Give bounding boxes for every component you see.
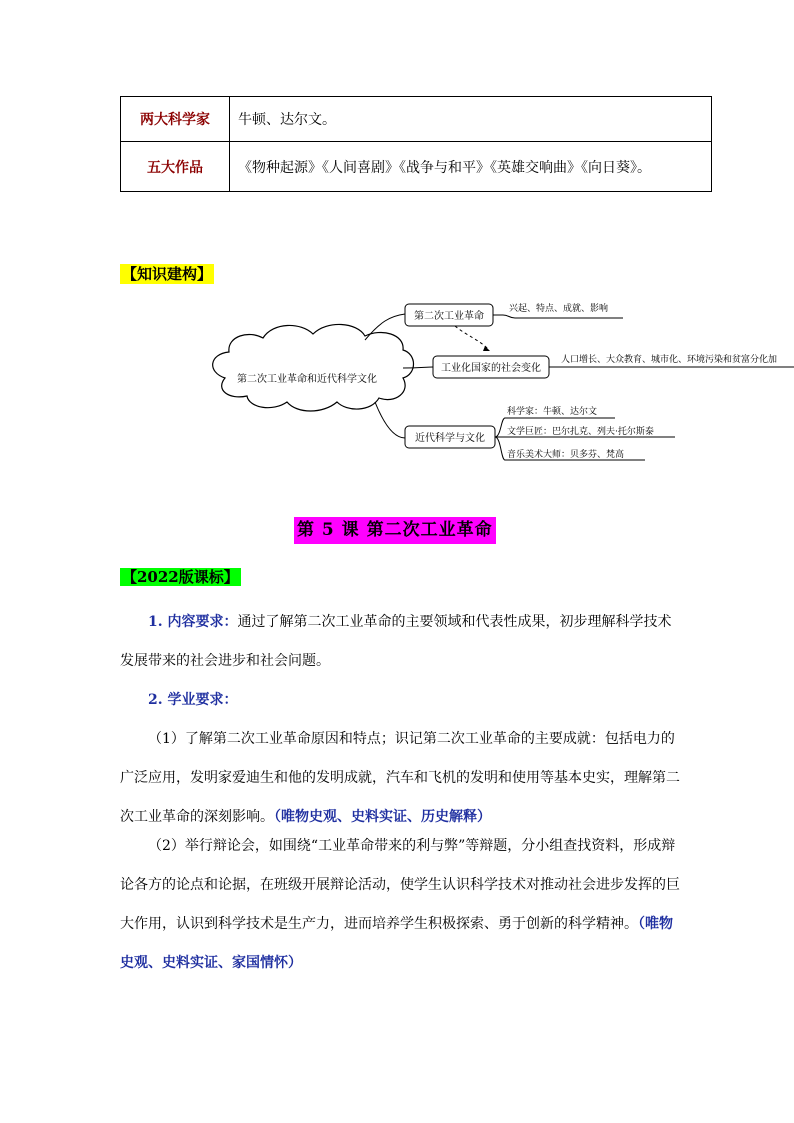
section-heading-standard	[120, 567, 241, 587]
mind-map-branch-3-item: 音乐美术大师：贝多芬、梵高	[507, 450, 625, 460]
table-row-header: 两大科学家	[121, 97, 230, 142]
table-row	[121, 142, 712, 192]
academic-requirement-label: 2. 学业要求：	[148, 692, 238, 708]
mind-map-branch-1: 第二次工业革命	[414, 311, 484, 322]
section-heading-knowledge: 【知识建构】	[122, 265, 213, 283]
table-row	[121, 97, 712, 142]
content-requirement-label: 1. 内容要求：	[148, 614, 238, 630]
mind-map-center: 第二次工业革命和近代科学文化	[237, 374, 377, 385]
content-requirement	[120, 603, 680, 681]
mind-map-branch-3-item: 科学家：牛顿、达尔文	[507, 407, 598, 417]
mind-map-branch-3: 近代科学与文化	[415, 433, 485, 444]
mind-map-branch-3-item: 文学巨匠：巴尔扎克、列夫·托尔斯泰	[507, 427, 654, 437]
requirement-item-2-text: （2）举行辩论会，如围绕“工业革命带来的利与弊”等辩题，分小组查找资料，形成辩论各方的论点和论据，在班级开展辩论活动，使学生认识科学技术对推动社会进步发挥的巨大作用，认识到科学技术是生产力，进而培养学生积极探索、勇于创新的科学精神。	[120, 838, 680, 932]
mind-map	[205, 292, 794, 467]
summary-table	[120, 96, 712, 192]
academic-requirement	[120, 681, 680, 720]
table-row-content: 牛顿、达尔文。	[230, 97, 712, 142]
requirement-item-1-tag: （唯物史观、史料实证、历史解释）	[274, 809, 491, 825]
requirement-item-1	[120, 720, 680, 837]
lesson-title: 第 5 课 第二次工业革命	[294, 517, 496, 544]
mind-map-branch-1-detail: 兴起、特点、成就、影响	[509, 304, 609, 314]
requirement-item-2	[120, 827, 680, 983]
table-row-content: 《物种起源》《人间喜剧》《战争与和平》《英雄交响曲》《向日葵》。	[230, 142, 712, 192]
requirement-item-1-text: （1）了解第二次工业革命原因和特点；识记第二次工业革命的主要成就：包括电力的广泛应用，发明家爱迪生和他的发明成就，汽车和飞机的发明和使用等基本史实，理解第二次工业革命的深刻影响。	[120, 731, 680, 825]
mind-map-branch-2: 工业化国家的社会变化	[441, 363, 541, 374]
section-heading-standard-post: 版课标】	[178, 568, 239, 586]
table-row-header: 五大作品	[121, 142, 230, 192]
requirement-item-2-tag: （唯物史观、史料实证、家国情怀）	[120, 916, 673, 971]
cloud-shape	[213, 324, 414, 411]
mind-map-branch-2-detail: 人口增长、大众教育、城市化、环境污染和贫富分化加	[561, 355, 778, 365]
summary-table-wrap	[120, 96, 712, 192]
section-heading-standard-pre: 【2022	[122, 568, 179, 586]
content-requirement-text: 通过了解第二次工业革命的主要领域和代表性成果，初步理解科学技术发展带来的社会进步和社会问题。	[120, 614, 672, 669]
